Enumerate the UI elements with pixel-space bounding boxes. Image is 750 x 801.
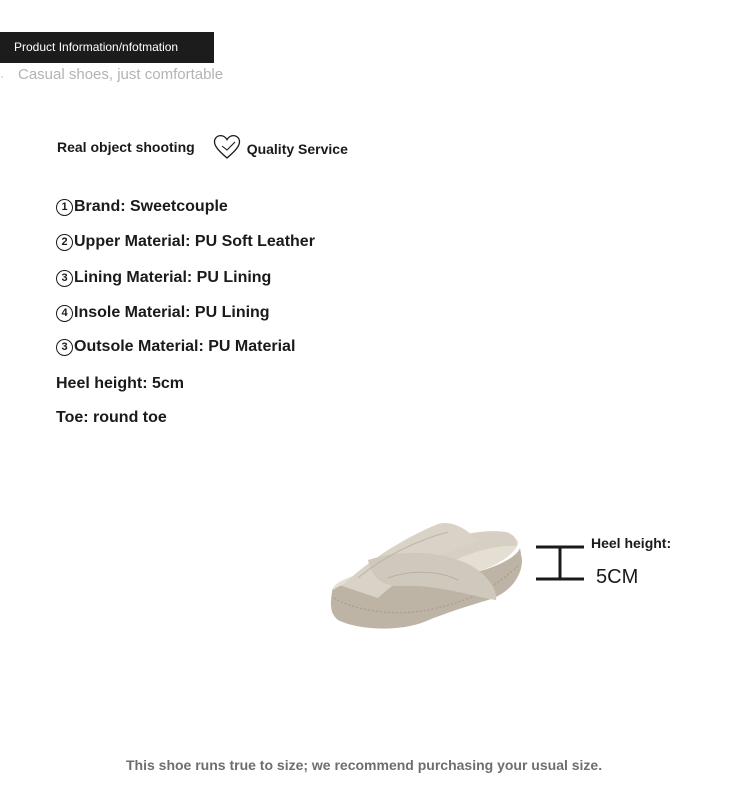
spec-text: Brand: Sweetcouple <box>74 198 228 215</box>
spec-item-lining-material <box>56 267 271 289</box>
heart-icon <box>213 134 241 160</box>
spec-item-brand <box>56 196 228 218</box>
subtitle-bullet: · <box>0 69 4 83</box>
spec-text: Insole Material: PU Lining <box>74 304 270 321</box>
heel-height-label: Heel height: <box>591 535 672 551</box>
heel-height-marker-icon <box>534 544 586 584</box>
spec-item-heel-height: Heel height: 5cm <box>56 375 185 392</box>
spec-item-insole-material <box>56 302 270 324</box>
sandal-product-image <box>328 520 524 632</box>
sizing-note: This shoe runs true to size; we recommend purchasing your usual size. <box>126 757 603 773</box>
spec-number: 2 <box>56 234 73 251</box>
heel-height-value: 5CM <box>596 566 639 588</box>
spec-number: 3 <box>56 270 73 287</box>
spec-number: 1 <box>56 199 73 216</box>
spec-text: Upper Material: PU Soft Leather <box>74 233 315 250</box>
section-subtitle: Casual shoes, just comfortable <box>18 66 224 83</box>
section-header-tag: Product Information/nfotmation <box>0 32 214 63</box>
spec-text: Outsole Material: PU Material <box>74 338 296 355</box>
spec-item-outsole-material <box>56 336 295 358</box>
spec-text: Lining Material: PU Lining <box>74 269 272 286</box>
quality-service-badge: Quality Service <box>246 141 348 157</box>
badge-row <box>57 132 348 162</box>
spec-number: 3 <box>56 339 73 356</box>
real-object-badge: Real object shooting <box>57 139 195 155</box>
spec-item-toe: Toe: round toe <box>56 409 167 426</box>
spec-number: 4 <box>56 305 73 322</box>
spec-item-upper-material <box>56 231 315 253</box>
